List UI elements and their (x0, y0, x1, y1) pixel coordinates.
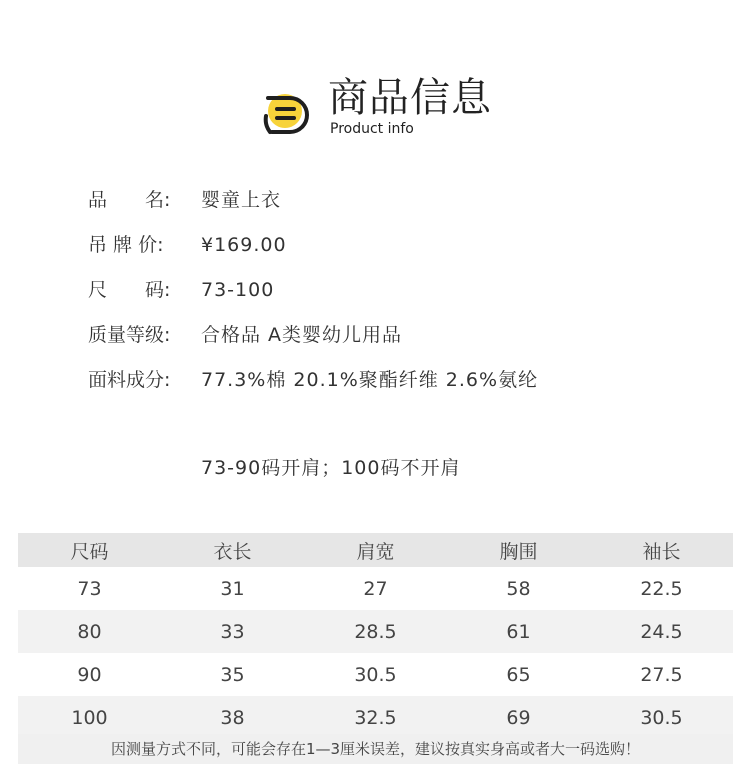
table-row (18, 567, 733, 610)
table-cell: 33 (161, 610, 304, 653)
size-table (18, 533, 733, 739)
column-header: 肩宽 (304, 533, 447, 567)
info-label-part: 品 (88, 189, 108, 211)
info-value: 合格品 A类婴幼儿用品 (201, 324, 403, 346)
info-label (88, 274, 200, 306)
table-row (18, 610, 733, 653)
table-cell: 61 (447, 610, 590, 653)
info-label-part: 吊 牌 价: (88, 234, 164, 256)
measurement-disclaimer: 因测量方式不同，可能会存在1—3厘米误差，建议按真实身高或者大一码选购！ (18, 734, 733, 764)
table-cell: 65 (506, 663, 531, 686)
list-doc-icon (262, 86, 312, 136)
table-cell: 28.5 (304, 610, 447, 653)
table-cell: 69 (447, 696, 590, 739)
info-label-part: 面料成分: (88, 369, 171, 391)
table-cell: 100 (18, 696, 161, 739)
info-value: 婴童上衣 (201, 189, 282, 211)
table-cell: 58 (506, 577, 531, 600)
info-label-part: 名: (145, 189, 171, 211)
page-subtitle: Product info (330, 121, 414, 137)
column-header: 尺码 (18, 533, 161, 567)
table-cell: 30.5 (590, 696, 733, 739)
info-label (88, 184, 200, 216)
column-header: 袖长 (590, 533, 733, 567)
shoulder-note: 73-90码开肩；100码不开肩 (201, 457, 461, 479)
table-row (18, 653, 733, 696)
section-header (262, 74, 522, 144)
table-cell: 22.5 (640, 577, 683, 600)
table-cell: 35 (220, 663, 245, 686)
info-label (88, 319, 200, 351)
table-cell: 27.5 (640, 663, 683, 686)
table-header-row (18, 533, 733, 567)
table-cell: 31 (220, 577, 245, 600)
table-cell: 90 (77, 663, 102, 686)
table-cell: 80 (18, 610, 161, 653)
page-title: 商品信息 (328, 75, 492, 121)
info-value: ¥169.00 (201, 234, 287, 256)
column-header: 胸围 (447, 533, 590, 567)
table-cell: 24.5 (590, 610, 733, 653)
info-value: 77.3%棉 20.1%聚酯纤维 2.6%氨纶 (201, 369, 539, 391)
table-cell: 38 (161, 696, 304, 739)
table-cell: 27 (363, 577, 388, 600)
info-label-part: 质量等级: (88, 324, 171, 346)
table-cell: 73 (77, 577, 102, 600)
table-row (18, 696, 733, 739)
info-label (88, 364, 200, 396)
info-label-part: 尺 (88, 279, 108, 301)
info-value: 73-100 (201, 279, 275, 301)
column-header: 衣长 (161, 533, 304, 567)
info-label-part: 码: (145, 279, 171, 301)
info-label (88, 229, 200, 261)
table-cell: 32.5 (304, 696, 447, 739)
table-cell: 30.5 (354, 663, 397, 686)
